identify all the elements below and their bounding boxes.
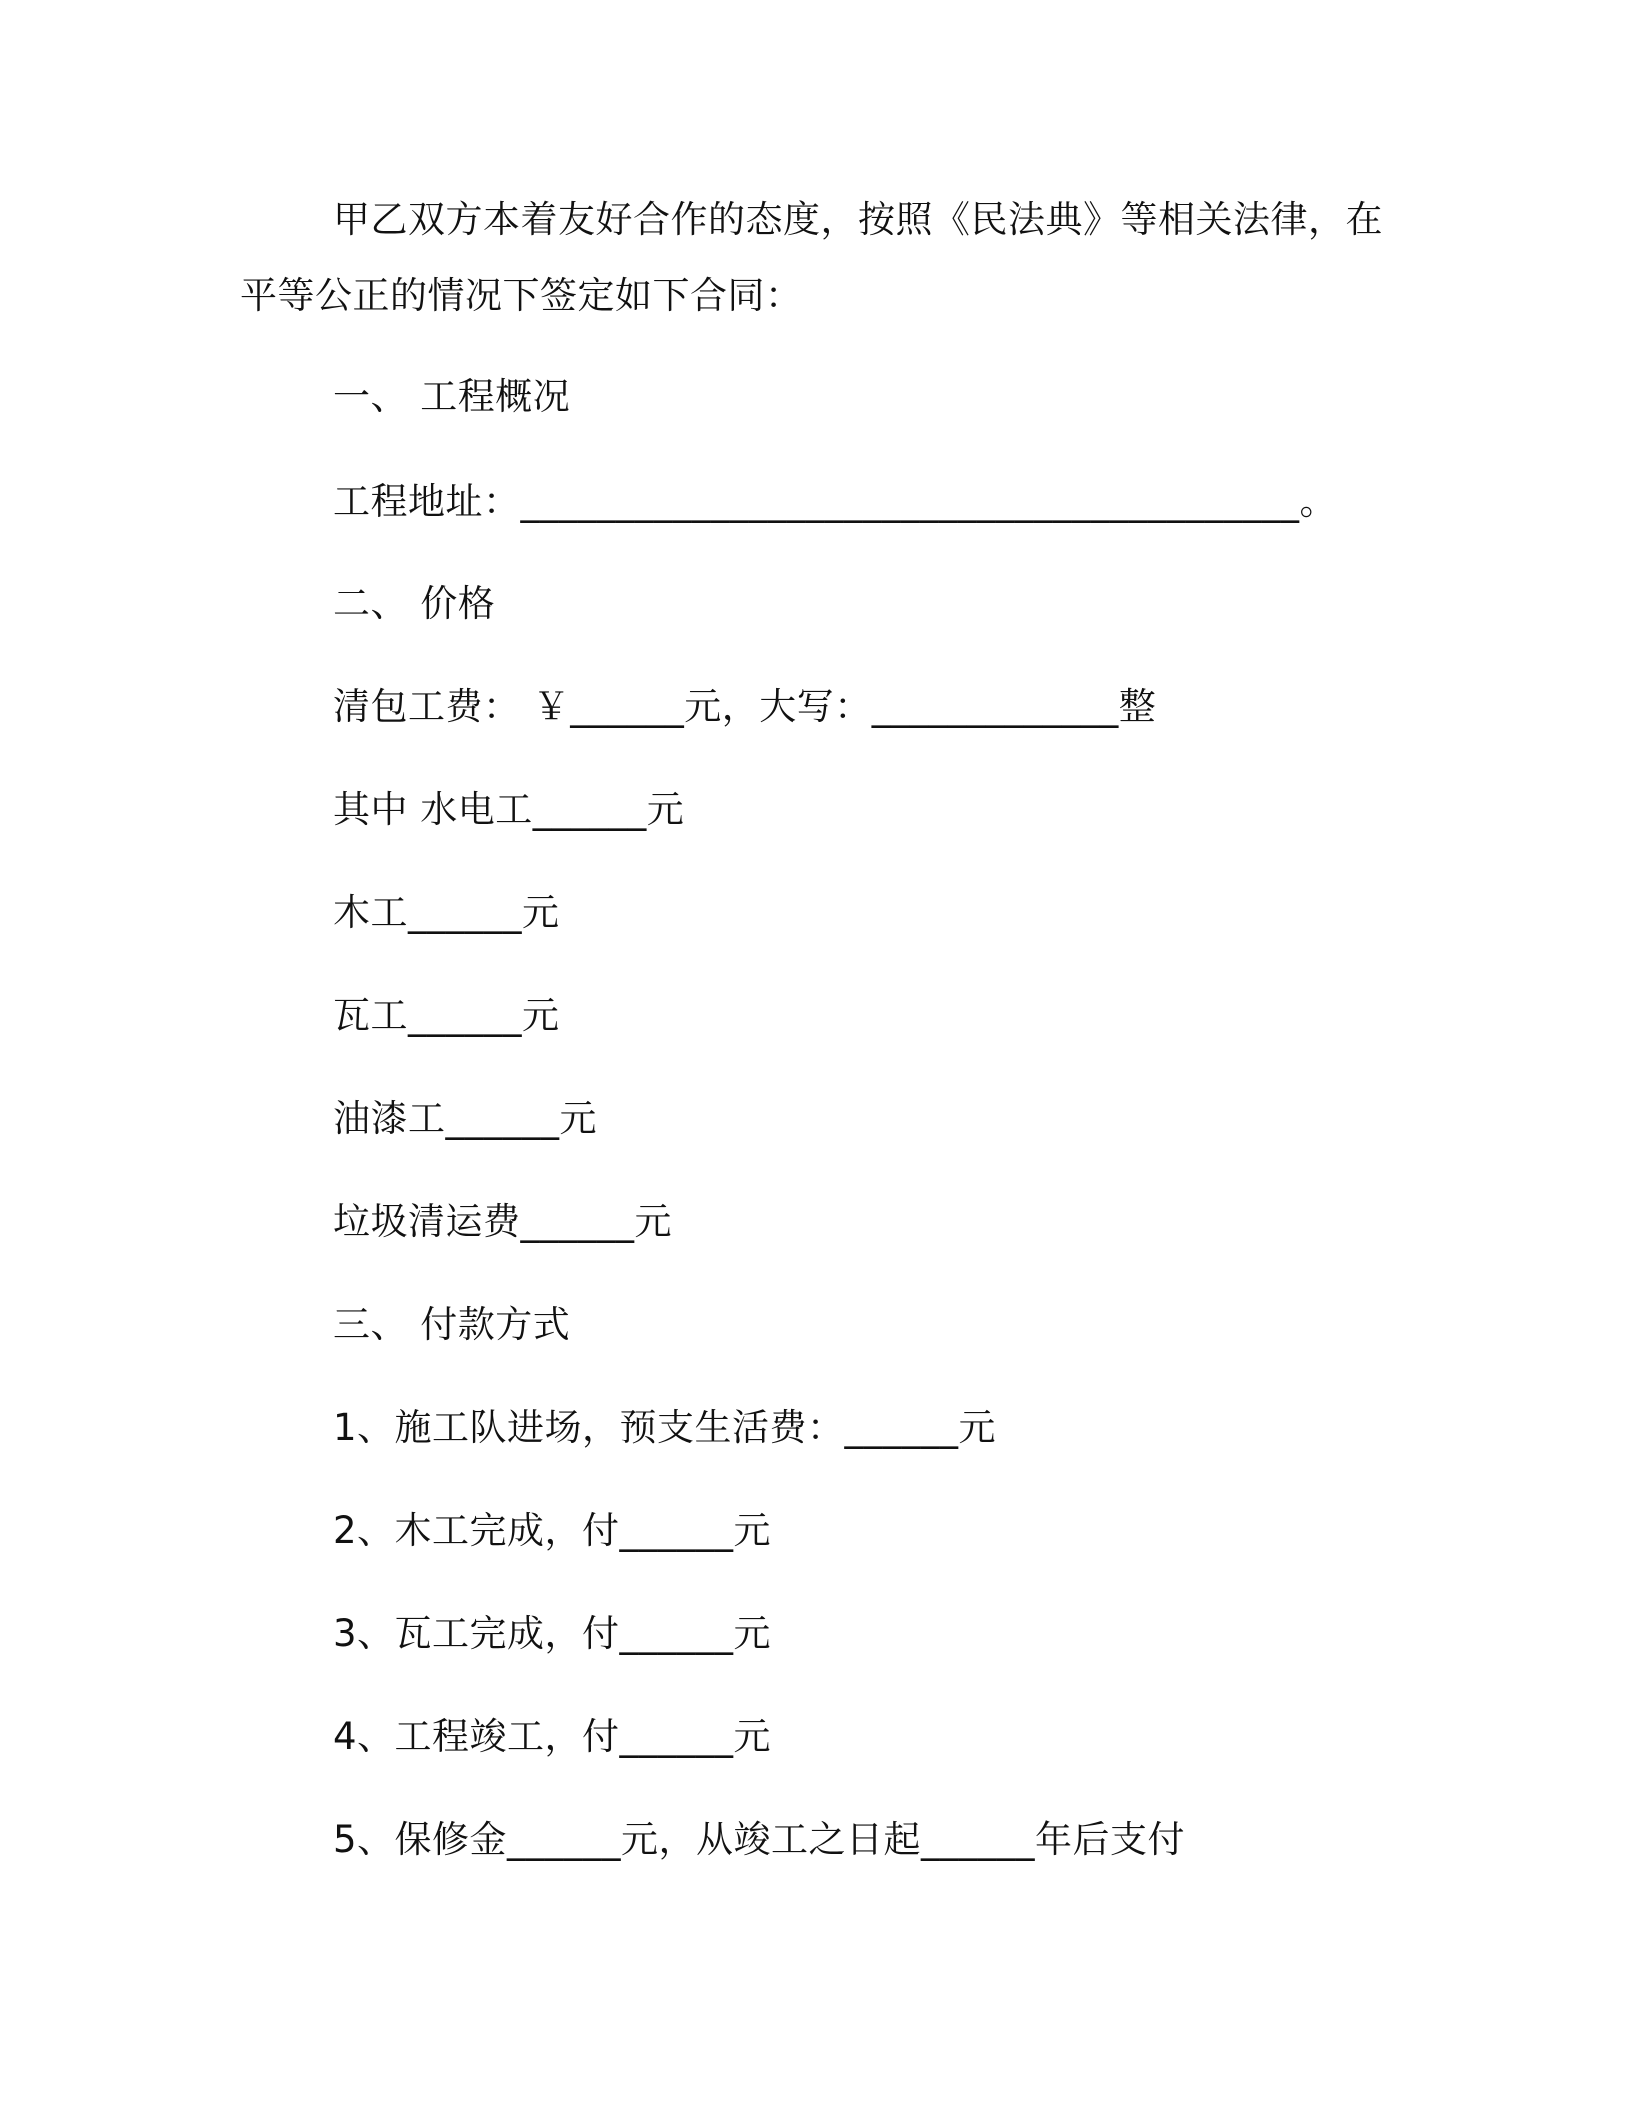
waste-removal-fee-field: 垃圾清运费______元 [333,1200,672,1243]
plumbing-electrical-fee-field: 其中 水电工______元 [333,788,685,831]
painting-fee-field: 油漆工______元 [333,1097,597,1140]
payment-item-4: 4、工程竣工，付______元 [333,1715,772,1758]
section-3-heading: 三、 付款方式 [333,1303,571,1346]
payment-item-5: 5、保修金______元，从竣工之日起______年后支付 [333,1818,1186,1861]
payment-item-3: 3、瓦工完成，付______元 [333,1612,772,1655]
payment-item-2: 2、木工完成，付______元 [333,1509,772,1552]
intro-paragraph-line-2: 平等公正的情况下签定如下合同： [240,274,803,317]
payment-item-1: 1、施工队进场，预支生活费：______元 [333,1406,997,1449]
section-1-heading: 一、 工程概况 [333,375,571,418]
section-2-heading: 二、 价格 [333,582,496,625]
project-address-field: 工程地址：_________________________________________。 [333,480,1337,523]
carpentry-fee-field: 木工______元 [333,891,560,934]
masonry-fee-field: 瓦工______元 [333,994,560,1037]
intro-paragraph-line-1: 甲乙双方本着友好合作的态度，按照《民法典》等相关法律，在 [333,198,1383,241]
total-labor-fee-field: 清包工费： ￥______元，大写：_____________整 [333,685,1157,728]
